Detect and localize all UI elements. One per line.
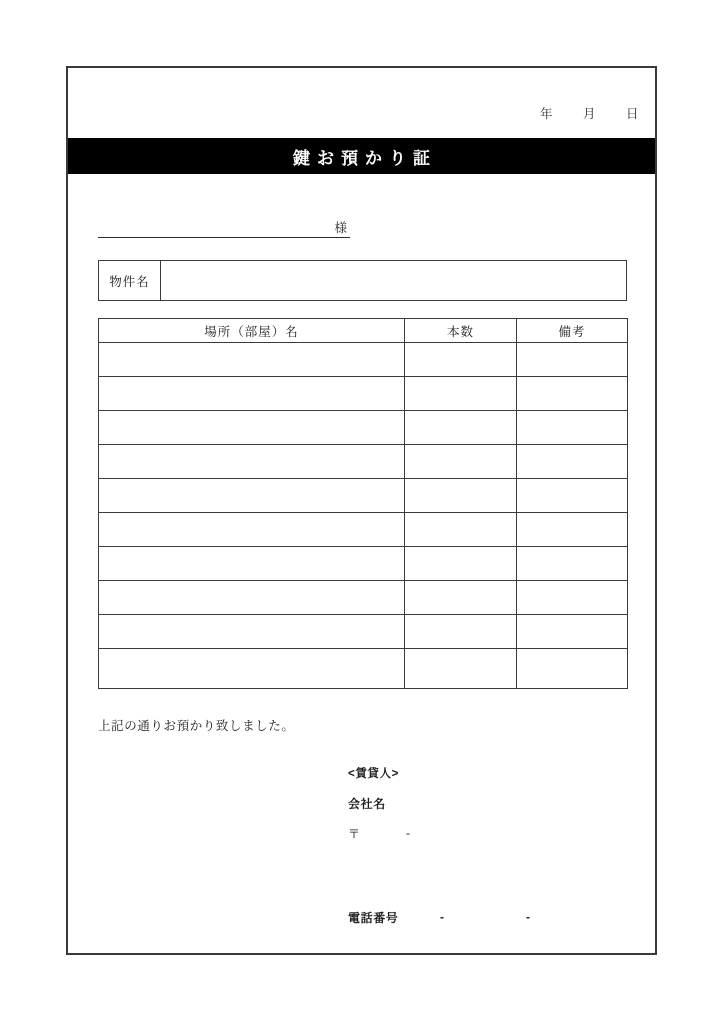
table-row — [99, 343, 628, 377]
table-row — [99, 547, 628, 581]
cell-place[interactable] — [99, 513, 405, 547]
postal-code-row — [348, 819, 638, 847]
cell-place[interactable] — [99, 547, 405, 581]
cell-place[interactable] — [99, 615, 405, 649]
table-row — [99, 615, 628, 649]
table-row — [99, 649, 628, 689]
phone-separator-2: - — [526, 910, 531, 924]
date-unit-year: 年 — [539, 107, 553, 121]
confirmation-statement: 上記の通りお預かり致しました。 — [98, 719, 295, 733]
cell-place[interactable] — [99, 445, 405, 479]
date-line — [540, 104, 639, 122]
cell-place[interactable] — [99, 479, 405, 513]
phone-number-row — [348, 903, 638, 931]
table-row — [99, 445, 628, 479]
cell-count[interactable] — [405, 479, 517, 513]
postal-mark-icon: 〒 — [348, 826, 361, 841]
phone-separator-1: - — [440, 910, 445, 924]
cell-count[interactable] — [405, 445, 517, 479]
company-name-label: 会社名 — [348, 796, 386, 811]
lessor-label: <賃貸人> — [348, 768, 399, 780]
table-row — [99, 411, 628, 445]
cell-note[interactable] — [517, 615, 628, 649]
property-name-field[interactable] — [161, 261, 626, 300]
cell-place[interactable] — [99, 411, 405, 445]
table-row — [99, 513, 628, 547]
column-header-place: 場所（部屋）名 — [99, 319, 405, 343]
cell-place[interactable] — [99, 581, 405, 615]
cell-note[interactable] — [517, 513, 628, 547]
date-unit-day: 日 — [625, 107, 639, 121]
cell-count[interactable] — [405, 581, 517, 615]
table-row — [99, 581, 628, 615]
cell-place[interactable] — [99, 649, 405, 689]
table-body — [99, 343, 628, 689]
cell-note[interactable] — [517, 581, 628, 615]
cell-count[interactable] — [405, 343, 517, 377]
cell-count[interactable] — [405, 411, 517, 445]
cell-note[interactable] — [517, 343, 628, 377]
page-title: 鍵お預かり証 — [293, 148, 437, 168]
cell-count[interactable] — [405, 649, 517, 689]
postal-code-separator: - — [406, 826, 411, 840]
cell-count[interactable] — [405, 615, 517, 649]
property-name-label: 物件名 — [99, 261, 161, 300]
cell-note[interactable] — [517, 649, 628, 689]
title-banner — [68, 138, 655, 174]
cell-note[interactable] — [517, 547, 628, 581]
date-unit-month: 月 — [582, 107, 596, 121]
cell-note[interactable] — [517, 479, 628, 513]
company-name-row — [348, 789, 638, 817]
document-page-frame — [66, 66, 657, 955]
column-header-count: 本数 — [405, 319, 517, 343]
phone-number-label: 電話番号 — [348, 910, 399, 925]
column-header-note: 備考 — [517, 319, 628, 343]
cell-count[interactable] — [405, 547, 517, 581]
table-row — [99, 377, 628, 411]
cell-note[interactable] — [517, 377, 628, 411]
table-header-row — [99, 319, 628, 343]
recipient-honorific: 様 — [334, 221, 347, 235]
table-row — [99, 479, 628, 513]
cell-note[interactable] — [517, 411, 628, 445]
cell-place[interactable] — [99, 343, 405, 377]
cell-count[interactable] — [405, 377, 517, 411]
cell-count[interactable] — [405, 513, 517, 547]
recipient-name-field[interactable] — [98, 217, 310, 235]
cell-place[interactable] — [99, 377, 405, 411]
key-list-table — [98, 318, 628, 689]
cell-note[interactable] — [517, 445, 628, 479]
signature-block — [348, 759, 638, 931]
recipient-line — [98, 216, 350, 238]
property-name-box — [98, 260, 627, 301]
